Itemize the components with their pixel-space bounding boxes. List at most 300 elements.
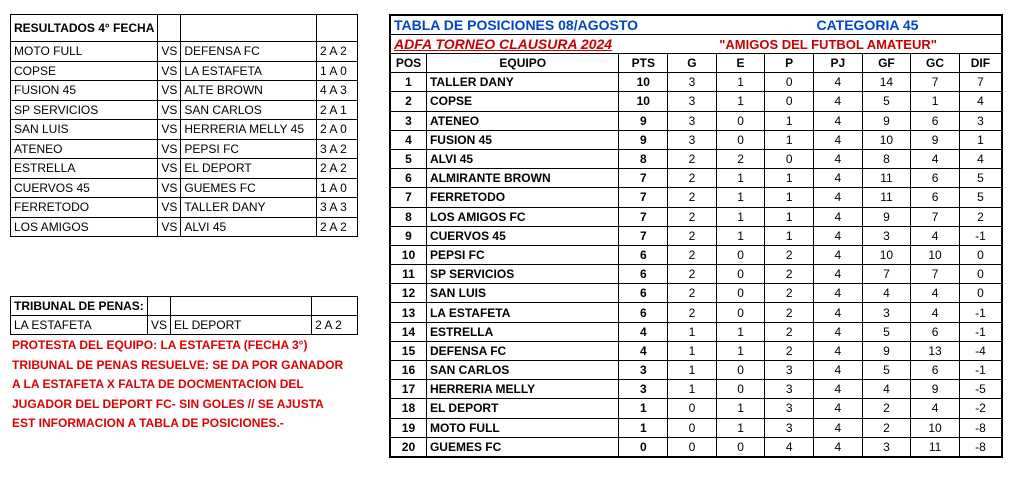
standings-p: 1 [765,188,814,207]
standings-p: 2 [765,303,814,322]
standings-g: 2 [668,284,717,303]
result-row [11,198,358,218]
standings-g: 2 [668,226,717,245]
standings-row [390,188,1002,207]
standings-dif: -1 [959,361,1002,380]
column-header-gc: GC [911,54,960,73]
standings-row [390,380,1002,399]
column-header-pos: POS [390,54,426,73]
standings-team: TALLER DANY [426,73,619,92]
standings-gc: 6 [911,111,960,130]
standings-dif: -8 [959,418,1002,437]
result-home: COPSE [11,61,158,81]
standings-pos: 13 [390,303,426,322]
standings-pos: 5 [390,149,426,168]
column-header-dif: DIF [959,54,1002,73]
standings-e: 0 [716,130,765,149]
standings-pj: 4 [813,303,862,322]
standings-pos: 19 [390,418,426,437]
standings-team: DEFENSA FC [426,341,619,360]
results-header-empty [158,15,181,42]
result-away: HERRERIA MELLY 45 [181,120,317,140]
standings-dif: -4 [959,341,1002,360]
standings-g: 2 [668,188,717,207]
standings-e: 1 [716,322,765,341]
standings-dif: 3 [959,111,1002,130]
standings-gc: 4 [911,399,960,418]
result-vs: VS [158,81,181,101]
result-home: SP SERVICIOS [11,100,158,120]
result-home: FUSION 45 [11,81,158,101]
standings-p: 1 [765,111,814,130]
standings-row [390,226,1002,245]
result-home: ESTRELLA [11,159,158,179]
result-away: EL DEPORT [181,159,317,179]
result-score: 3 A 3 [317,198,358,218]
standings-e: 1 [716,73,765,92]
standings-g: 0 [668,418,717,437]
standings-gf: 5 [862,322,911,341]
standings-row [390,399,1002,418]
standings-pts: 4 [619,341,668,360]
standings-pts: 9 [619,111,668,130]
standings-pts: 7 [619,226,668,245]
standings-gc: 10 [911,418,960,437]
standings-gc: 1 [911,92,960,111]
tribunal-note-line: TRIBUNAL DE PENAS RESUELVE: SE DA POR GANADOR [12,357,344,372]
standings-g: 0 [668,399,717,418]
standings-dif: -8 [959,437,1002,457]
standings-g: 1 [668,322,717,341]
standings-pts: 7 [619,188,668,207]
result-away: GUEMES FC [181,178,317,198]
standings-gc: 7 [911,265,960,284]
standings-pj: 4 [813,130,862,149]
standings-pts: 6 [619,284,668,303]
tribunal-match-row [11,316,358,335]
standings-team: SAN CARLOS [426,361,619,380]
standings-pts: 7 [619,169,668,188]
standings-gf: 2 [862,418,911,437]
standings-e: 0 [716,437,765,457]
tribunal-note-line: PROTESTA DEL EQUIPO: LA ESTAFETA (FECHA 3°) [12,338,308,352]
result-home: MOTO FULL [11,42,158,62]
column-header-equipo: EQUIPO [426,54,619,73]
standings-p: 0 [765,73,814,92]
standings-gc: 6 [911,188,960,207]
result-score: 2 A 2 [317,159,358,179]
tribunal-note-line: EST INFORMACION A TABLA DE POSICIONES.- [12,416,284,431]
standings-gc: 6 [911,169,960,188]
standings-pos: 15 [390,341,426,360]
result-vs: VS [158,178,181,198]
standings-p: 3 [765,418,814,437]
standings-p: 1 [765,130,814,149]
standings-gc: 9 [911,380,960,399]
standings-gf: 10 [862,130,911,149]
standings-p: 2 [765,265,814,284]
tribunal-header-row [11,297,358,316]
standings-gf: 4 [862,380,911,399]
standings-team: LOS AMIGOS FC [426,207,619,226]
tribunal-note [12,336,362,434]
standings-g: 3 [668,73,717,92]
column-header-pts: PTS [619,54,668,73]
result-row [11,120,358,140]
result-vs: VS [158,159,181,179]
standings-e: 0 [716,303,765,322]
standings-category: CATEGORIA 45 [813,15,1002,35]
standings-dif: 0 [959,245,1002,264]
standings-gf: 14 [862,73,911,92]
standings-gf: 3 [862,437,911,457]
standings-gc: 9 [911,130,960,149]
result-home: FERRETODO [11,198,158,218]
standings-gc: 10 [911,245,960,264]
standings-pts: 1 [619,399,668,418]
results-table [10,14,358,237]
standings-row [390,73,1002,92]
standings-dif: 4 [959,92,1002,111]
standings-dif: -5 [959,380,1002,399]
standings-pts: 1 [619,418,668,437]
standings-pos: 18 [390,399,426,418]
standings-e: 2 [716,149,765,168]
standings-p: 1 [765,169,814,188]
results-title: RESULTADOS 4° FECHA [11,15,158,42]
standings-p: 2 [765,341,814,360]
standings-pts: 8 [619,149,668,168]
result-row [11,100,358,120]
tribunal-header-empty [312,297,358,316]
standings-dif: 0 [959,284,1002,303]
standings-pos: 2 [390,92,426,111]
standings-p: 0 [765,92,814,111]
result-row [11,178,358,198]
standings-pos: 4 [390,130,426,149]
result-row [11,139,358,159]
standings-team: SAN LUIS [426,284,619,303]
standings-gf: 3 [862,303,911,322]
result-vs: VS [158,198,181,218]
column-header-g: G [668,54,717,73]
result-vs: VS [158,217,181,237]
standings-pts: 10 [619,92,668,111]
standings-pts: 6 [619,245,668,264]
standings-gf: 5 [862,361,911,380]
standings-g: 3 [668,111,717,130]
standings-gf: 9 [862,111,911,130]
standings-banner-row [390,15,1002,35]
standings-pj: 4 [813,418,862,437]
standings-dif: 4 [959,149,1002,168]
standings-e: 0 [716,265,765,284]
result-away: ALTE BROWN [181,81,317,101]
standings-pos: 1 [390,73,426,92]
standings-pj: 4 [813,265,862,284]
result-vs: VS [158,100,181,120]
standings-pts: 6 [619,303,668,322]
standings-p: 2 [765,284,814,303]
standings-e: 1 [716,226,765,245]
standings-pos: 20 [390,437,426,457]
tribunal-away: EL DEPORT [171,316,312,335]
standings-row [390,322,1002,341]
standings-pos: 16 [390,361,426,380]
standings-pj: 4 [813,284,862,303]
standings-gf: 7 [862,265,911,284]
standings-pts: 9 [619,130,668,149]
tribunal-note-line: A LA ESTAFETA X FALTA DE DOCMENTACION DEL [12,377,304,392]
standings-team: LA ESTAFETA [426,303,619,322]
standings-column-headers [390,54,1002,73]
result-row [11,61,358,81]
standings-pj: 4 [813,92,862,111]
standings-pos: 10 [390,245,426,264]
result-score: 2 A 0 [317,120,358,140]
result-vs: VS [158,42,181,62]
tournament-name: ADFA TORNEO CLAUSURA 2024 [390,35,716,54]
standings-pj: 4 [813,361,862,380]
standings-p: 2 [765,322,814,341]
standings-g: 1 [668,341,717,360]
standings-pts: 3 [619,380,668,399]
standings-title: TABLA DE POSICIONES 08/AGOSTO [390,15,813,35]
standings-p: 0 [765,149,814,168]
standings-pos: 8 [390,207,426,226]
result-vs: VS [158,120,181,140]
standings-g: 1 [668,361,717,380]
results-body [11,15,358,237]
standings-dif: -1 [959,322,1002,341]
standings-pj: 4 [813,111,862,130]
standings-gc: 6 [911,361,960,380]
standings-pts: 3 [619,361,668,380]
standings-gf: 5 [862,92,911,111]
standings-p: 1 [765,226,814,245]
standings-dif: 0 [959,265,1002,284]
standings-pos: 17 [390,380,426,399]
standings-team: ESTRELLA [426,322,619,341]
standings-team: MOTO FULL [426,418,619,437]
standings-e: 1 [716,188,765,207]
standings-row [390,207,1002,226]
tribunal-header-empty [171,297,312,316]
standings-team: HERRERIA MELLY [426,380,619,399]
standings-dif: 2 [959,207,1002,226]
standings-e: 0 [716,284,765,303]
standings-gc: 7 [911,207,960,226]
standings-e: 0 [716,245,765,264]
standings-dif: 7 [959,73,1002,92]
tribunal-header-empty [147,297,170,316]
standings-row [390,130,1002,149]
standings-pts: 7 [619,207,668,226]
standings-pj: 4 [813,380,862,399]
standings-dif: 5 [959,169,1002,188]
result-away: ALVI 45 [181,217,317,237]
standings-dif: -2 [959,399,1002,418]
results-header-row [11,15,358,42]
standings-row [390,437,1002,457]
standings-e: 1 [716,341,765,360]
standings-pj: 4 [813,188,862,207]
standings-team: COPSE [426,92,619,111]
standings-team: ALVI 45 [426,149,619,168]
standings-pts: 0 [619,437,668,457]
standings-g: 2 [668,207,717,226]
result-home: LOS AMIGOS [11,217,158,237]
result-away: PEPSI FC [181,139,317,159]
result-row [11,42,358,62]
standings-pj: 4 [813,399,862,418]
standings-row [390,341,1002,360]
standings-gc: 4 [911,149,960,168]
standings-pos: 11 [390,265,426,284]
standings-gc: 4 [911,303,960,322]
standings-subbanner-row [390,35,1002,54]
standings-gf: 9 [862,341,911,360]
standings-pj: 4 [813,169,862,188]
standings-team: PEPSI FC [426,245,619,264]
tribunal-table [10,296,358,335]
standings-pos: 3 [390,111,426,130]
column-header-p: P [765,54,814,73]
result-home: ATENEO [11,139,158,159]
result-vs: VS [158,139,181,159]
standings-team: ALMIRANTE BROWN [426,169,619,188]
result-home: SAN LUIS [11,120,158,140]
standings-gf: 4 [862,284,911,303]
result-away: LA ESTAFETA [181,61,317,81]
standings-g: 3 [668,130,717,149]
standings-pj: 4 [813,207,862,226]
standings-body [390,15,1002,457]
standings-dif: -1 [959,226,1002,245]
result-row [11,81,358,101]
result-vs: VS [158,61,181,81]
standings-gf: 9 [862,207,911,226]
standings-e: 0 [716,380,765,399]
standings-gf: 3 [862,226,911,245]
result-away: DEFENSA FC [181,42,317,62]
standings-g: 0 [668,437,717,457]
standings-p: 3 [765,361,814,380]
standings-table [389,14,1003,458]
association-name: "AMIGOS DEL FUTBOL AMATEUR" [716,35,1002,54]
standings-team: FUSION 45 [426,130,619,149]
standings-gf: 8 [862,149,911,168]
standings-pos: 14 [390,322,426,341]
standings-pj: 4 [813,73,862,92]
standings-gc: 11 [911,437,960,457]
standings-p: 2 [765,245,814,264]
standings-team: CUERVOS 45 [426,226,619,245]
result-score: 2 A 2 [317,217,358,237]
standings-pos: 12 [390,284,426,303]
standings-e: 1 [716,92,765,111]
standings-pj: 4 [813,149,862,168]
standings-e: 0 [716,111,765,130]
standings-team: EL DEPORT [426,399,619,418]
standings-gc: 6 [911,322,960,341]
tribunal-note-line: JUGADOR DEL DEPORT FC- SIN GOLES // SE AJUSTA [12,396,324,411]
tribunal-score: 2 A 2 [312,316,358,335]
standings-e: 0 [716,361,765,380]
standings-p: 3 [765,380,814,399]
standings-row [390,92,1002,111]
tribunal-home: LA ESTAFETA [11,316,148,335]
standings-g: 2 [668,169,717,188]
standings-e: 1 [716,399,765,418]
standings-gc: 13 [911,341,960,360]
results-header-empty [181,15,317,42]
standings-dif: -1 [959,303,1002,322]
standings-team: FERRETODO [426,188,619,207]
standings-pj: 4 [813,226,862,245]
results-header-empty [317,15,358,42]
standings-row [390,418,1002,437]
result-score: 2 A 1 [317,100,358,120]
result-score: 3 A 2 [317,139,358,159]
column-header-gf: GF [862,54,911,73]
standings-row [390,169,1002,188]
column-header-pj: PJ [813,54,862,73]
standings-row [390,265,1002,284]
standings-team: GUEMES FC [426,437,619,457]
standings-pj: 4 [813,322,862,341]
standings-p: 3 [765,399,814,418]
result-row [11,217,358,237]
standings-pj: 4 [813,437,862,457]
result-score: 1 A 0 [317,178,358,198]
standings-pj: 4 [813,245,862,264]
standings-gf: 11 [862,188,911,207]
standings-p: 4 [765,437,814,457]
tribunal-vs: VS [147,316,170,335]
standings-row [390,303,1002,322]
result-away: TALLER DANY [181,198,317,218]
standings-pts: 4 [619,322,668,341]
result-score: 4 A 3 [317,81,358,101]
standings-e: 1 [716,207,765,226]
standings-pos: 7 [390,188,426,207]
standings-gc: 4 [911,284,960,303]
standings-pj: 4 [813,341,862,360]
result-score: 1 A 0 [317,61,358,81]
standings-row [390,245,1002,264]
standings-pos: 9 [390,226,426,245]
standings-g: 2 [668,303,717,322]
standings-g: 2 [668,245,717,264]
standings-row [390,111,1002,130]
column-header-e: E [716,54,765,73]
standings-e: 1 [716,418,765,437]
standings-row [390,149,1002,168]
standings-gf: 11 [862,169,911,188]
standings-dif: 1 [959,130,1002,149]
standings-pts: 10 [619,73,668,92]
result-away: SAN CARLOS [181,100,317,120]
standings-g: 3 [668,92,717,111]
result-home: CUERVOS 45 [11,178,158,198]
standings-p: 1 [765,207,814,226]
standings-row [390,361,1002,380]
tribunal-title: TRIBUNAL DE PENAS: [11,297,148,316]
standings-pts: 6 [619,265,668,284]
standings-e: 1 [716,169,765,188]
standings-team: SP SERVICIOS [426,265,619,284]
